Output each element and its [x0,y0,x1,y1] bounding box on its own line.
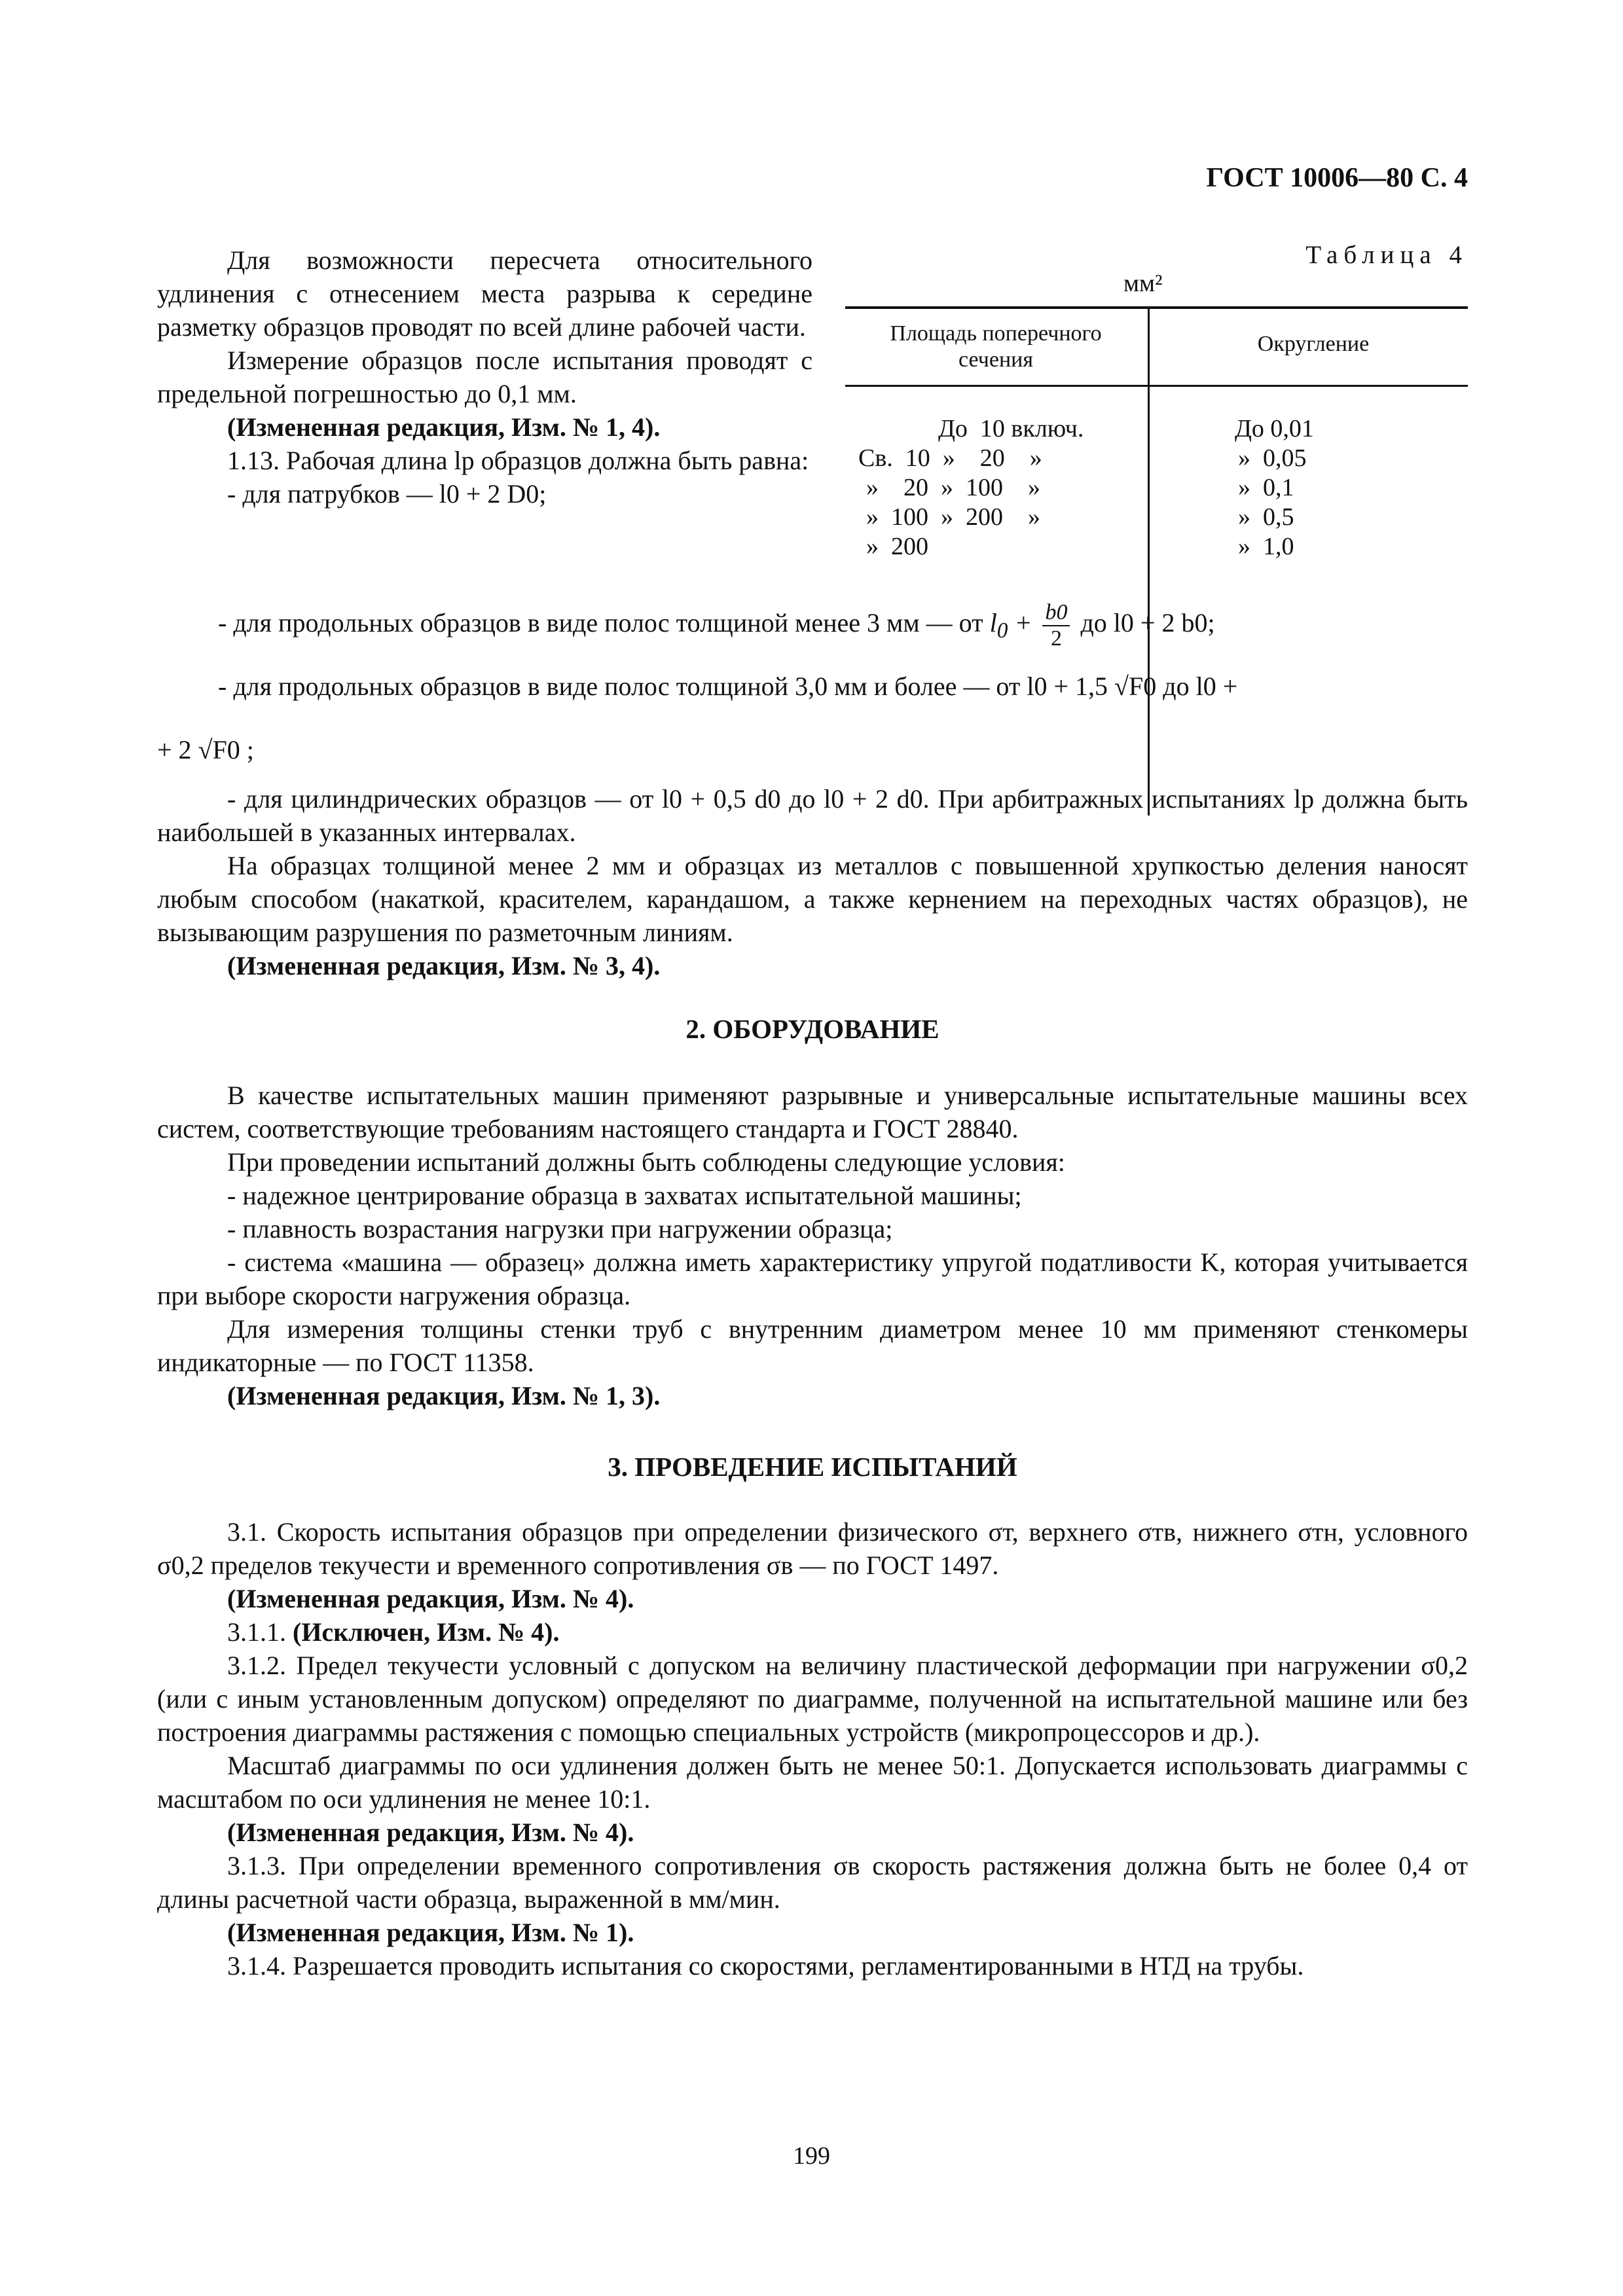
clause-3-1-4: 3.1.4. Разрешается проводить испытания со скоростями, регламентированными в НТД на трубы. [227,1951,1304,1981]
section-2-body [157,1079,1468,1412]
intro-paragraph-2: Измерение образцов после испытания проводят с предельной погрешностью до 0,1 мм. [157,346,812,408]
table-cell-round: » 0,1 [1238,474,1294,501]
clause-1-13: 1.13. Рабочая длина lр образцов должна быть равна: [227,446,809,475]
amendment-note-1: (Измененная редакция, Изм. № 1, 4). [227,412,661,442]
formula-flat-thin: - для продольных образцов в виде полос толщиной менее 3 мм — от $l_0$ + $\frac{b0}{2}$ до l0 + 2 b0; [218,600,1215,651]
table-top-rule [845,306,1468,309]
formula-1-end: до l0 + 2 b0; [1080,608,1215,638]
section-3-title: 3. ПРОВЕДЕНИЕ ИСПЫТАНИЙ [608,1452,1017,1482]
amendment-note-2: (Измененная редакция, Изм. № 3, 4). [227,951,661,980]
amendment-note-6: (Измененная редакция, Изм. № 1). [227,1918,634,1947]
fraction-denominator: 2 [1050,626,1062,651]
page-header: ГОСТ 10006—80 С. 4 [1206,163,1468,193]
diagram-scale-paragraph: Масштаб диаграммы по оси удлинения должен быть не менее 50:1. Допускается использовать диаграммы с масштабом по оси удлинения не менее 10:1. [157,1751,1468,1814]
section-2-list-item-1: - надежное центрирование образца в захватах испытательной машины; [227,1181,1022,1210]
table-header-rule [845,385,1468,387]
clause-cylindrical: - для цилиндрических образцов — от l0 + 0,5 d0 до l0 + 2 d0. При арбитражных испытаниях lр должна быть наибольшей в указанных интервалах. [157,784,1468,847]
intro-column [157,243,812,511]
amendment-note-5: (Измененная редакция, Изм. № 4). [227,1818,634,1847]
clause-3-1-1-status: (Исключен, Изм. № 4). [293,1617,560,1647]
section-2-paragraph-6: Для измерения толщины стенки труб с внутренним диаметром менее 10 мм применяют стенкомеры индикаторные — по ГОСТ 11358. [157,1314,1468,1377]
table-cell-area: » 200 [866,533,928,560]
section-2-title: 2. ОБОРУДОВАНИЕ [685,1014,939,1044]
section-3-body [157,1515,1468,1982]
table-unit: мм² [1123,270,1163,297]
body-block-1 [157,782,1468,982]
clause-3-1-3: 3.1.3. При определении временного сопротивления σв скорость растяжения должна быть не более 0,4 от длины расчетной части образца, выраженной в мм/мин. [157,1851,1468,1914]
fraction-numerator: b0 [1042,600,1070,626]
table-header-rounding: Округление [1257,332,1370,356]
section-2-list-item-2: - плавность возрастания нагрузки при нагружении образца; [227,1214,893,1244]
intro-paragraph-1: Для возможности пересчета относительного удлинения с отнесением места разрыва к середине разметку образцов проводят по всей длине рабочей части. [157,245,812,342]
amendment-note-3: (Измененная редакция, Изм. № 1, 3). [227,1381,661,1410]
table-cell-round: До 0,01 [1235,415,1314,442]
table-header-area: Площадь поперечного сечения [890,321,1102,372]
table-body [845,306,1468,816]
table-cell-area: » 100 » 200 » [866,503,1040,531]
page-number: 199 [793,2142,830,2170]
formula-flat-thick-cont: + 2 √F0 ; [157,735,254,764]
marking-paragraph: На образцах толщиной менее 2 мм и образцах из металлов с повышенной хрупкостью деления наносят любым способом (накаткой, красителем, карандашом, а также кернением на переходных частях образцов), не вызывающим разрушения по разметочным линиям. [157,851,1468,947]
clause-pipe-length: - для патрубков — l0 + 2 D0; [227,479,547,509]
clause-3-1: 3.1. Скорость испытания образцов при определении физического σт, верхнего σтв, нижнего σтн, условного σ0,2 пределов текучести и временного сопротивления σв — по ГОСТ 1497. [157,1517,1468,1580]
clause-3-1-1-number: 3.1.1. [227,1617,286,1647]
clause-3-1-2: 3.1.2. Предел текучести условный с допуском на величину пластической деформации при нагружении σ0,2 (или с иным установленным допуском) определяют по диаграмме, полученной на испытательной машине или без построения диаграммы растяжения с помощью специальных устройств (микропроцессоров и др.). [157,1651,1468,1747]
table-column-divider [1148,306,1150,816]
table-cell-area: До 10 включ. [938,415,1084,442]
table-cell-area: » 20 » 100 » [866,474,1040,501]
section-2-paragraph-2: При проведении испытаний должны быть соблюдены следующие условия: [227,1147,1065,1177]
table-caption: Таблица 4 [1305,241,1468,269]
formula-1-text: - для продольных образцов в виде полос толщиной менее 3 мм — от [218,608,983,638]
table-cell-round: » 0,05 [1238,444,1307,472]
clause-3-1-1 [157,1615,1468,1649]
table-cell-round: » 1,0 [1238,533,1294,560]
section-2-list-item-3: - система «машина — образец» должна иметь характеристику упругой податливости K, которая учитывается при выборе скорости нагружения образца. [157,1247,1468,1310]
formula-fraction [1042,600,1070,651]
table-cell-area: Св. 10 » 20 » [858,444,1042,472]
table-cell-round: » 0,5 [1238,503,1294,531]
section-2-paragraph-1: В качестве испытательных машин применяют разрывные и универсальные испытательные машины всех систем, соответствующие требованиям настоящего стандарта и ГОСТ 28840. [157,1081,1468,1143]
amendment-note-4: (Измененная редакция, Изм. № 4). [227,1584,634,1613]
formula-flat-thick: - для продольных образцов в виде полос толщиной 3,0 мм и более — от l0 + 1,5 √F0 до l0 + [218,672,1238,701]
